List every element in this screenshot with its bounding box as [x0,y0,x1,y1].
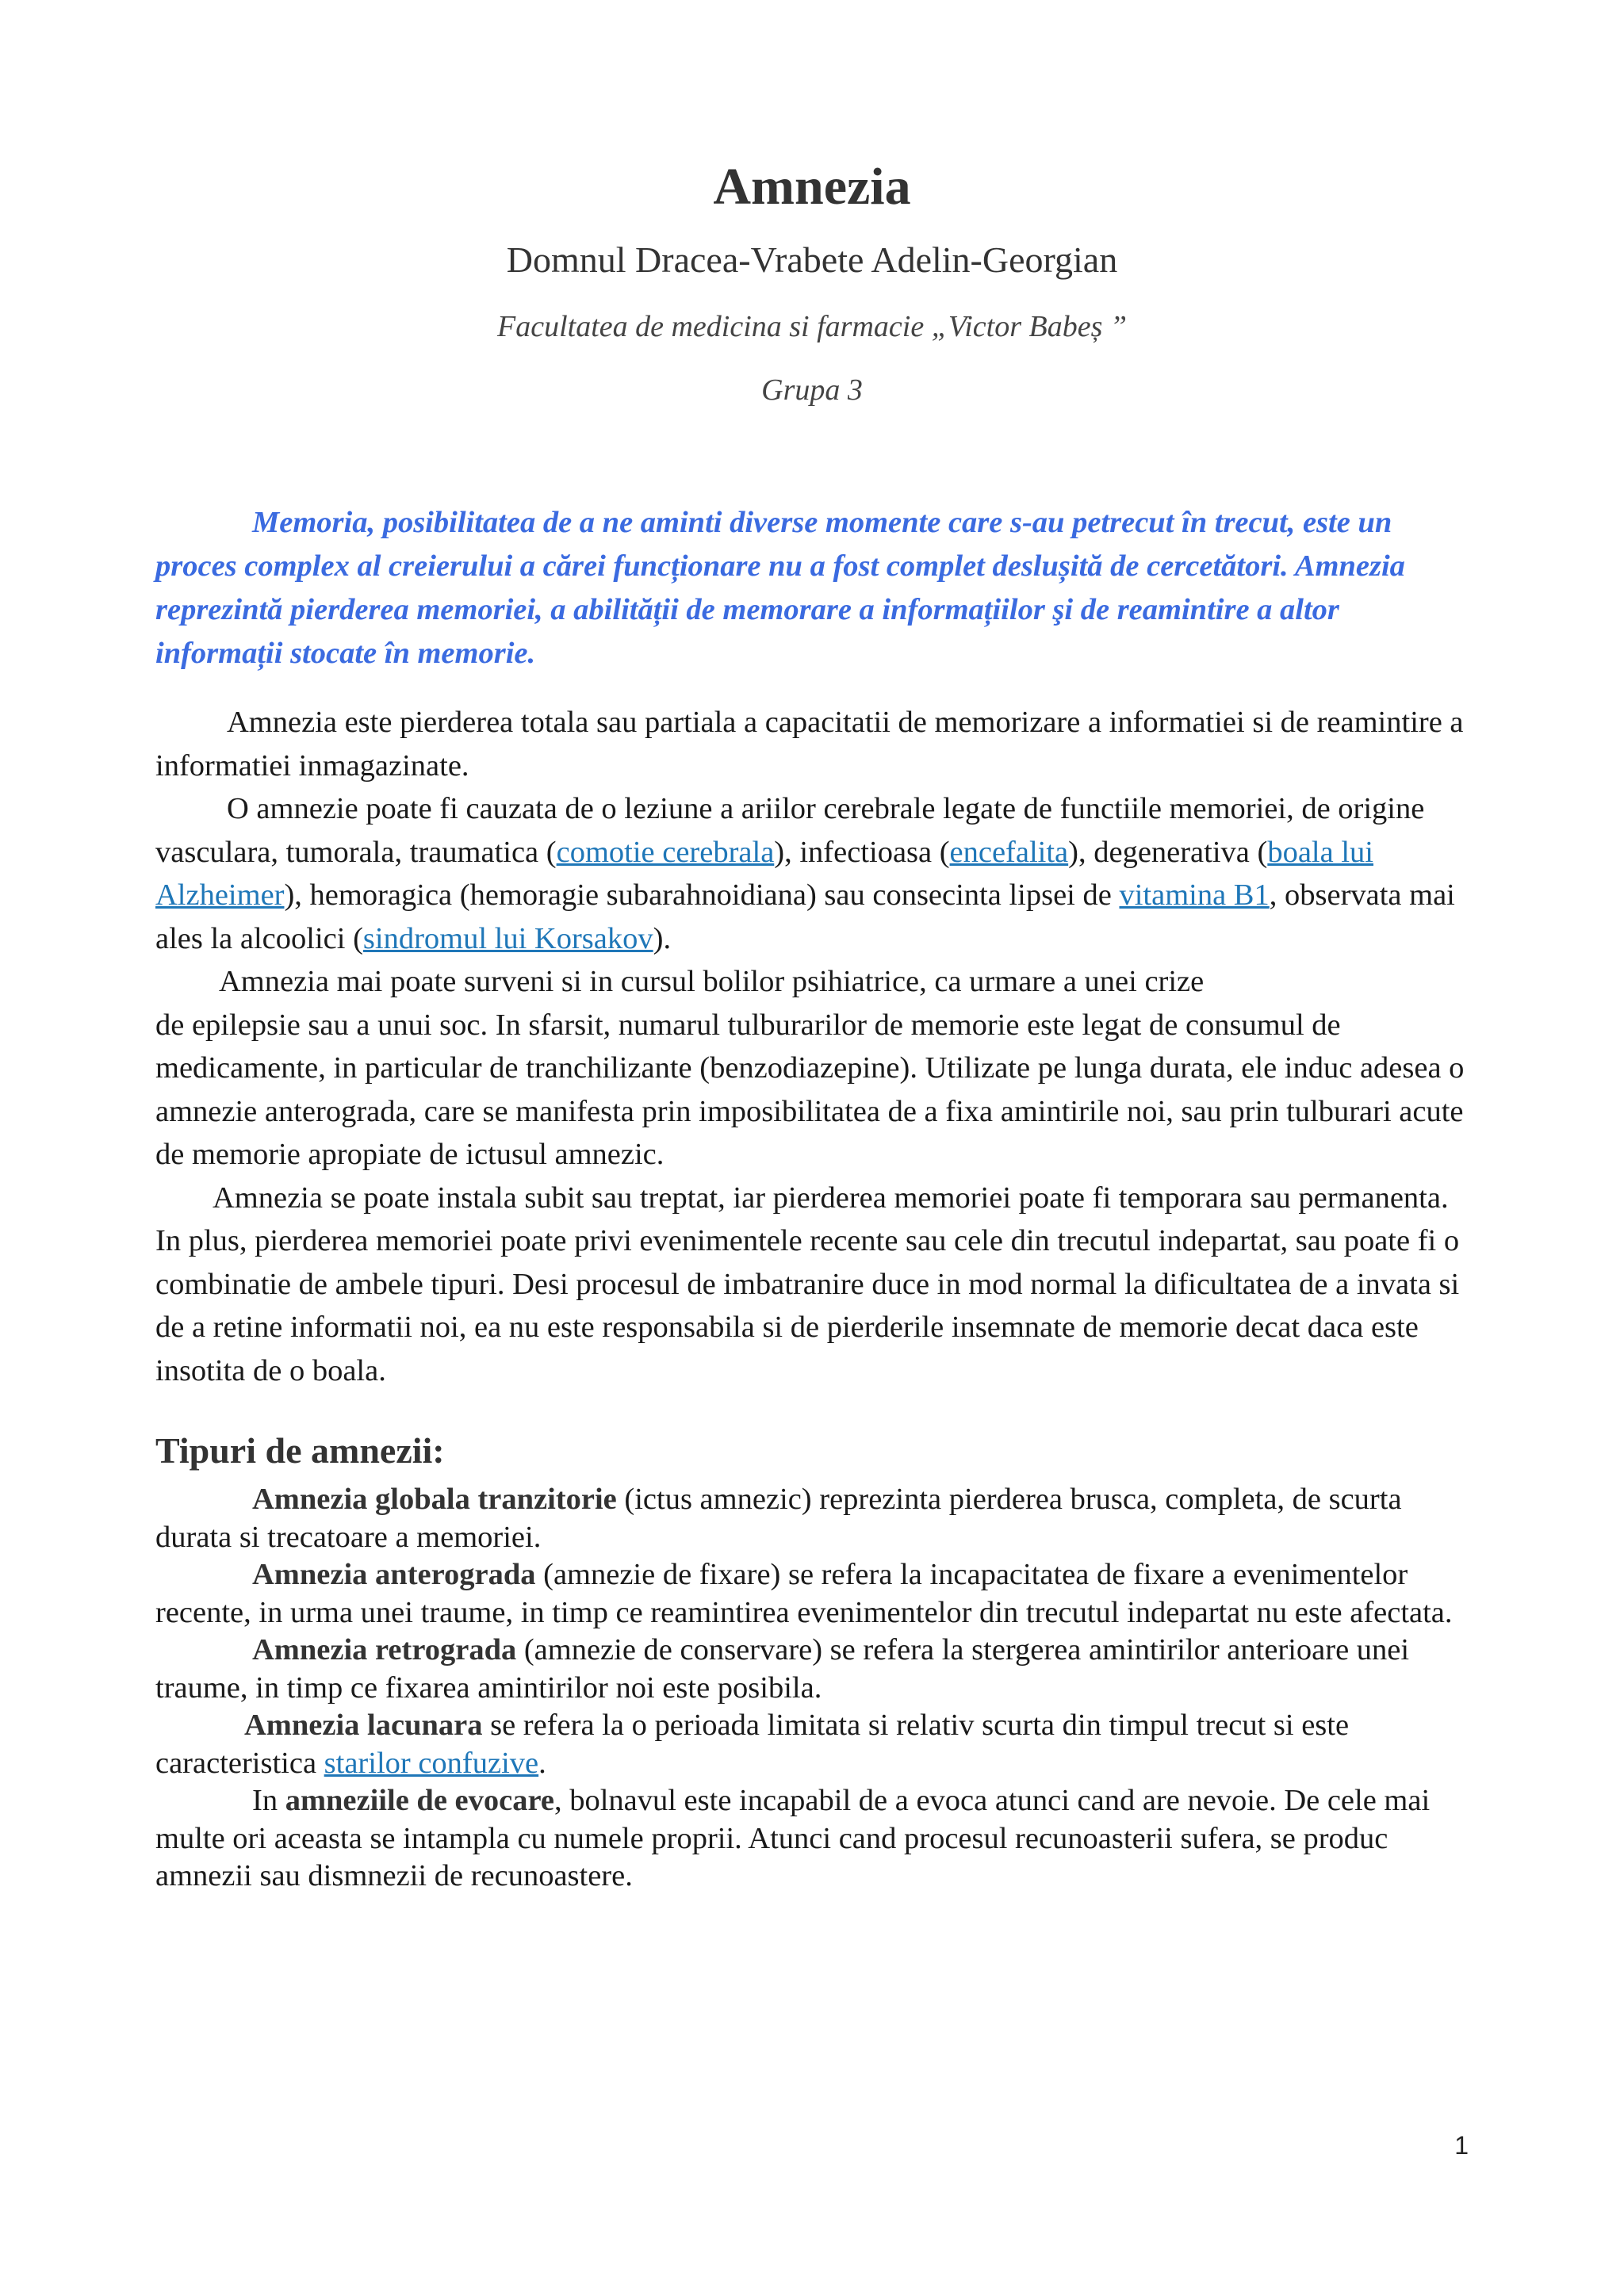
text-segment: ), hemoragica (hemoragie subarahnoidiana) sau consecinta lipsei de [284,878,1120,912]
paragraph-definition: Amnezia este pierderea totala sau partiala a capacitatii de memorizare a informatiei si de reamintire a informatiei inmagazinate. [155,706,1464,783]
term: amneziile de evocare [285,1784,554,1817]
paragraph-psychiatric-rest: de epilepsie sau a unui soc. In sfarsit, numarul tulburarilor de memorie este legat de consumul de medicamente, in particular de tranchilizante (benzodiazepine). Utilizate pe lunga durata, ele induc adesea o amnezie anterograda, care se manifesta prin imposibilitatea de a fixa amintirile noi, sau prin tulburari acute de memorie apropiate de ictusul amnezic. [155,1008,1465,1171]
text-segment: ). [653,921,672,955]
faculty-name: Facultatea de medicina si farmacie „Victor Babeș ” [497,310,1127,343]
link-comotie-cerebrala[interactable]: comotie cerebrala [556,835,775,869]
text-segment: O amnezie poate fi cauzata de o leziune a ariilor cerebrale legate de functiile memoriei, de origine vasculara, tumorala, traumatica ( [155,792,1425,869]
type-anterograda [155,1556,1475,1632]
type-lacunara [155,1707,1475,1782]
link-encefalita[interactable]: encefalita [949,835,1069,869]
page-number: 1 [1454,2131,1469,2160]
term: Amnezia retrograda [252,1633,517,1667]
body-text [155,701,1475,1392]
term: Amnezia globala tranzitorie [252,1483,617,1516]
type-evocare [155,1782,1475,1896]
text-segment: (ictus amnezic) reprezinta pierderea brusca, completa, de scurta durata si trecatoare a memoriei. [155,1483,1402,1554]
link-boala-lui-alzheimer[interactable]: boala lui Alzheimer [155,835,1373,912]
type-globala [155,1481,1475,1556]
text-segment: , bolnavul este incapabil de a evoca atunci cand are nevoie. De cele mai multe ori aceasta se intampla cu numele proprii. Atunci cand procesul recunoasterii sufera, se produc amnezii sau dismnezii de recunoastere. [155,1784,1431,1892]
paragraph-onset: Amnezia se poate instala subit sau treptat, iar pierderea memoriei poate fi temporara sau permanenta. In plus, pierderea memoriei poate privi evenimentele recente sau cele din trecutul indepartat, sau poate fi o combinatie de ambele tipuri. Desi procesul de imbatranire duce in mod normal la dificultatea de a invata si de a retine informatii noi, ea nu este responsabila si de pierderile insemnate de memorie decat daca este insotita de o boala. [155,1181,1460,1387]
text-segment: ), degenerativa ( [1068,835,1268,869]
document-title: Amnezia [713,158,911,216]
types-list [155,1481,1475,1896]
link-sindromul-lui-korsakov[interactable]: sindromul lui Korsakov [362,921,653,955]
text-segment: se refera la o perioada limitata si relativ scurta din timpul trecut si este caracteristica [155,1709,1350,1780]
text-segment: , observata mai ales la alcoolici ( [155,878,1455,955]
text-segment: In [252,1784,285,1817]
link-starilor-confuzive[interactable]: starilor confuzive [324,1746,539,1780]
paragraph-causes [155,787,1475,960]
text-segment: ), infectioasa ( [774,835,950,869]
type-retrograda [155,1632,1475,1707]
link-vitamina-b1[interactable]: vitamina B1 [1119,878,1270,912]
group-label: Grupa 3 [761,373,863,407]
author-name: Domnul Dracea-Vrabete Adelin-Georgian [506,239,1118,280]
text-segment: (amnezie de fixare) se refera la incapacitatea de fixare a evenimentelor recente, in urma unei traume, in timp ce reamintirea evenimentelor din trecutul indepartat nu este afectata. [155,1558,1453,1629]
text-segment: . [538,1746,546,1780]
term: Amnezia lacunara [244,1709,483,1742]
abstract-paragraph: Memoria, posibilitatea de a ne aminti diverse momente care s-au petrecut în trecut, este un proces complex al creierului a cărei funcționare nu a fost complet deslușită de cercetători. Amnezia reprezintă pierderea memoriei, a abilității de memorare a informațiilor şi de reamintire a altor informații stocate în memorie. [155,506,1405,670]
paragraph-psychiatric-line1: Amnezia mai poate surveni si in cursul bolilor psihiatrice, ca urmare a unei crize [219,965,1205,998]
term: Amnezia anterograda [252,1558,536,1591]
section-heading-types: Tipuri de amnezii: [155,1430,445,1471]
text-segment: (amnezie de conservare) se refera la stergerea amintirilor anterioare unei traume, in timp ce fixarea amintirilor noi este posibila. [155,1633,1410,1705]
